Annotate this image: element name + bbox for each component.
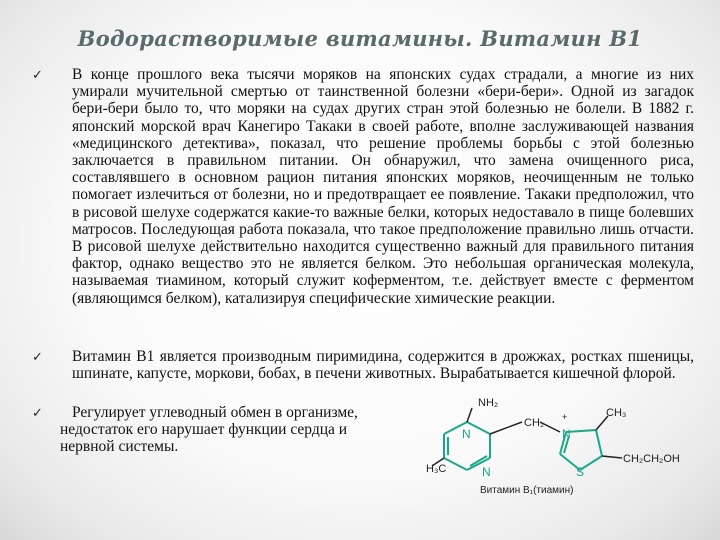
paragraph-sources: Витамин В1 является производным пиримидина, содержится в дрожжах, ростках пшеницы, шпинате, капусте, моркови, бобах, в печени животных. Вырабатывается кишечной флорой. [72, 348, 694, 383]
structure-caption: Витамин В₁(тиамин) [480, 485, 574, 496]
slide-title: Водорастворимые витамины. Витамин В1 [77, 26, 643, 51]
ring-nitrogen-1: N [462, 427, 471, 441]
function-line-3: нервной системы. [60, 438, 179, 456]
methylene-label: CH₂ [524, 417, 545, 429]
methyl-label: CH₃ [606, 407, 627, 419]
positive-charge-label: + [562, 412, 568, 422]
ring-nitrogen-2: N [482, 465, 491, 479]
thiazole-nitrogen: N [562, 427, 571, 441]
checkmark-icon: ✓ [32, 68, 43, 83]
function-line-2: недостаток его нарушает функции сердца и [60, 421, 348, 439]
amino-group-label: NH₂ [478, 397, 499, 409]
methyl-substituent-label: H₃C [426, 463, 447, 475]
sulfur-label: S [576, 465, 585, 479]
function-line-1: Регулирует углеводный обмен в организме, [72, 404, 358, 421]
paragraph-history: В конце прошлого века тысячи моряков на японских судах страдали, а многие из них умирали мучительной смертью от таинственной болезни «бери-бери». Одной из загадок бери-бери было то, что моряки на судах других стран этой болезнью не болели. В 1882 г. японский морской врач Канегиро Такаки в своей работе, вполне заслуживающей названия «медицинского детектива», показал, что решение проблемы борьбы с этой болезнью заключается в правильном питании. Он обнаружил, что замена очищенного риса, составлявшего в основном рацион питания японских моряков, неочищенным не только помогает излечиться от болезни, но и предотвращает ее появление. Такаки предположил, что в рисовой шелухе содержатся какие-то важные белки, которых недоставало в пище болевших матросов. Последующая работа показала, что такое предположение правильно лишь отчасти. В рисовой шелухе действительно находится существенно важный для правильного питания фактор, однако вещество это не является белком. Это небольшая органическая молекула, называемая тиамином, который служит коферментом, т.е. действует вместе с ферментом (являющимся белком), катализируя специфические химические реакции. [72, 66, 694, 307]
hydroxyethyl-label: CH₂CH₂OH [623, 453, 680, 465]
checkmark-icon: ✓ [32, 350, 43, 365]
checkmark-icon: ✓ [32, 406, 43, 421]
paragraph-function [60, 404, 390, 456]
thiamine-structure-diagram [410, 392, 710, 502]
